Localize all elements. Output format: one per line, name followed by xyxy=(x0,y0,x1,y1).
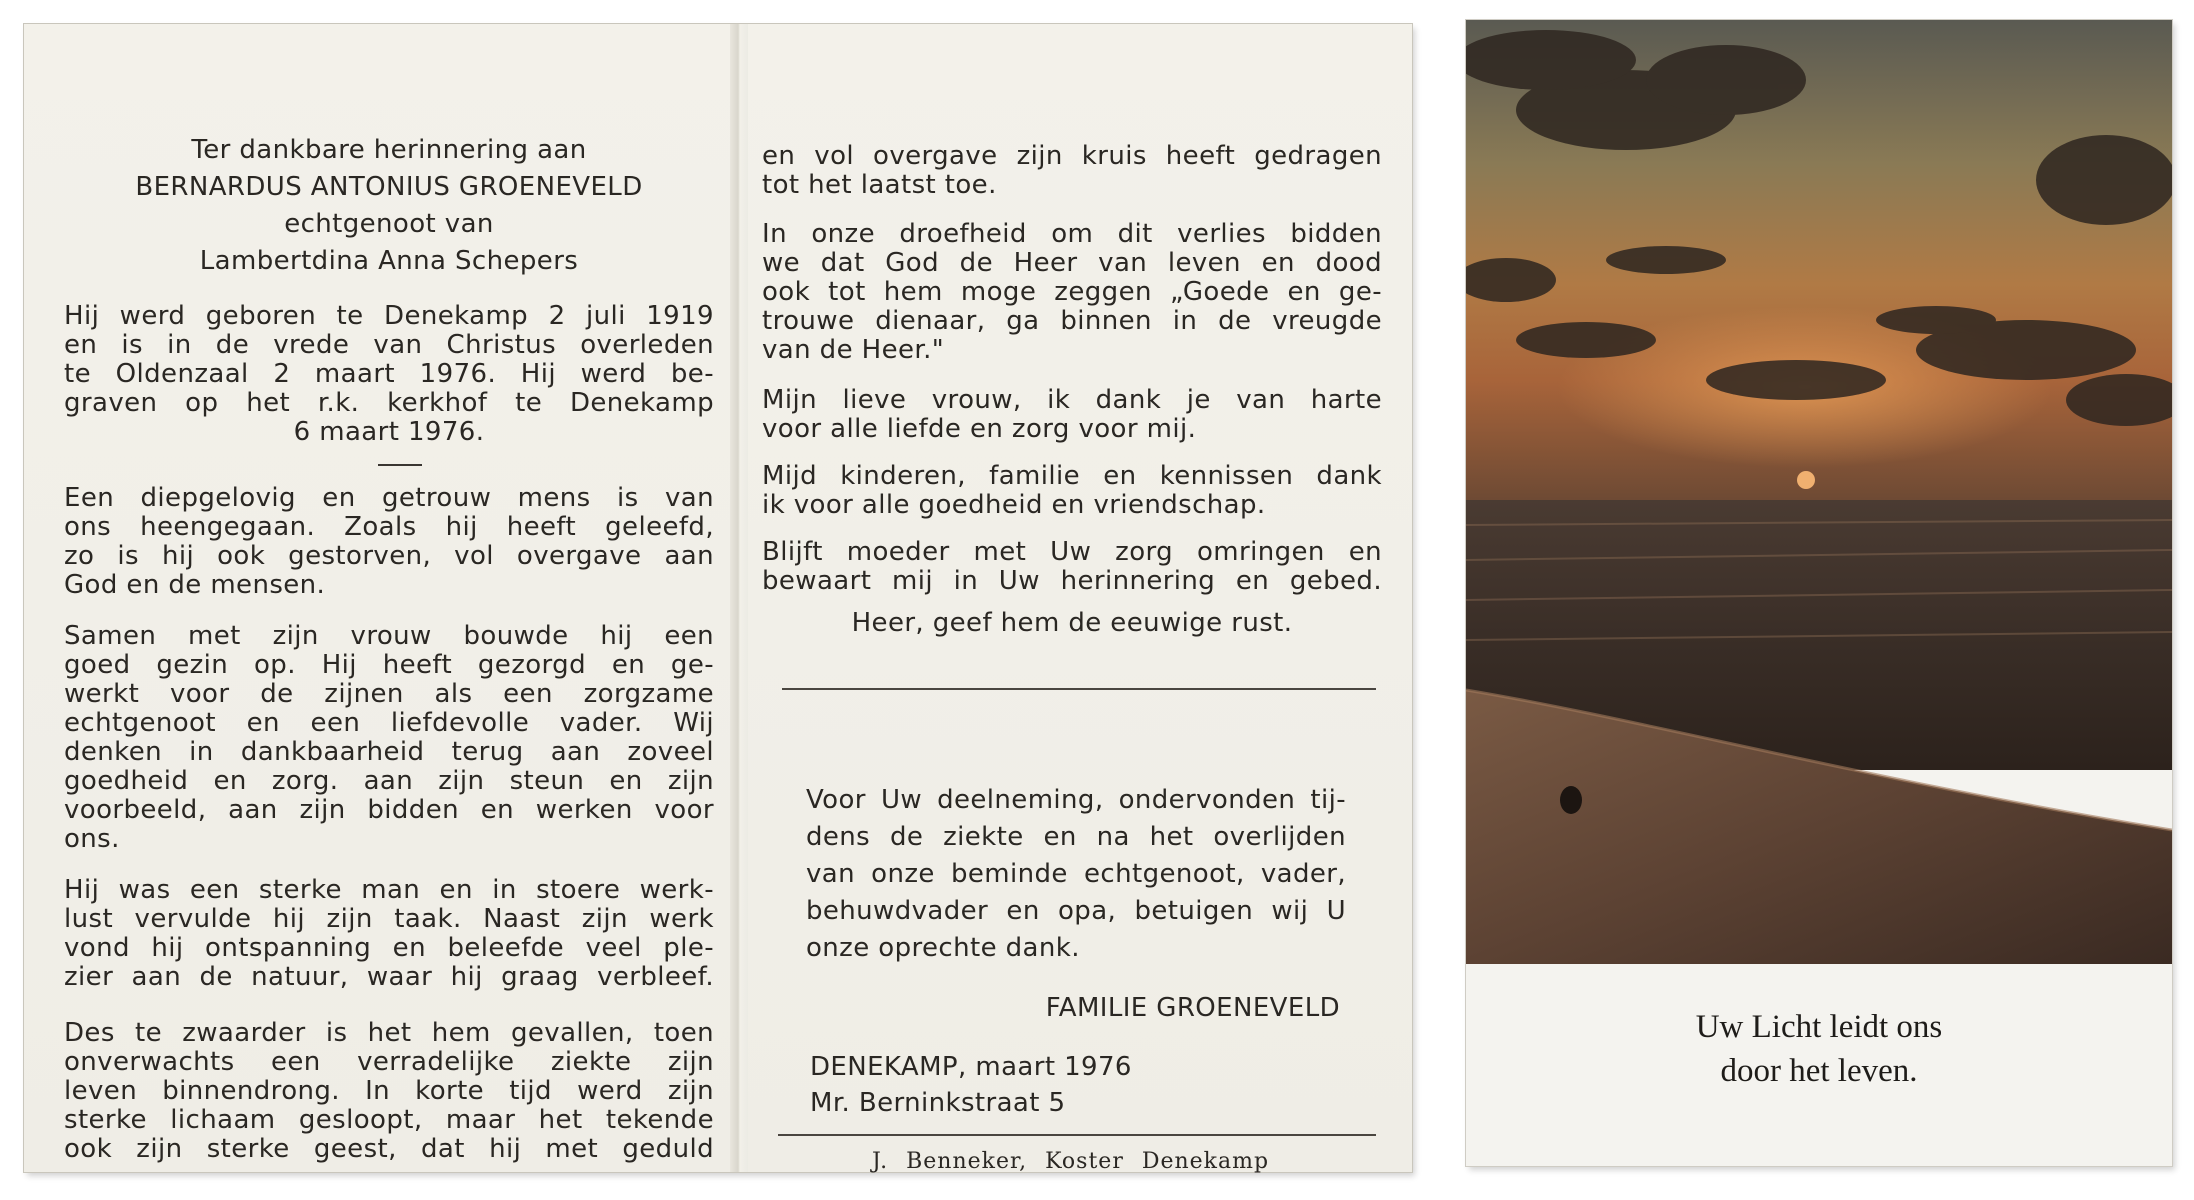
text-line: dens de ziekte en na het overlijden xyxy=(806,822,1346,852)
text-line: trouwe dienaar, ga binnen in de vreugde xyxy=(762,306,1382,336)
closing-prayer: Heer, geef hem de eeuwige rust. xyxy=(851,608,1293,638)
paragraph-children xyxy=(762,462,1382,520)
text-line: In onze droefheid om dit verlies bidden xyxy=(762,219,1382,249)
text-line: Hij was een sterke man en in stoere werk- xyxy=(64,875,714,905)
text-line: werkt voor de zijnen als een zorgzame xyxy=(64,679,714,709)
text-line: Blijft moeder met Uw zorg omringen en xyxy=(762,537,1382,567)
caption-line: door het leven. xyxy=(1720,1053,1918,1089)
text-line: zo is hij ook gestorven, vol overgave aan xyxy=(64,541,714,571)
right-panel xyxy=(762,24,1382,1172)
text-line: ons. xyxy=(64,824,120,854)
text-line: leven binnendrong. In korte tijd werd zijn xyxy=(64,1076,714,1106)
thank-you-note xyxy=(806,782,1346,967)
sunset-sea-photo xyxy=(1466,20,2172,964)
bio-line: Hij werd geboren te Denekamp 2 juli 1919 xyxy=(64,301,714,331)
deceased-name: BERNARDUS ANTONIUS GROENEVELD xyxy=(135,172,643,202)
text-line: Des te zwaarder is het hem gevallen, toen xyxy=(64,1018,714,1048)
paragraph-family xyxy=(64,622,714,854)
divider-rule xyxy=(778,1134,1376,1136)
bio-line: en is in de vrede van Christus overleden xyxy=(64,330,714,360)
bio-line: te Oldenzaal 2 maart 1976. Hij werd be- xyxy=(64,359,714,389)
bio-line: graven op het r.k. kerkhof te Denekamp xyxy=(64,388,714,418)
memorial-card-front xyxy=(1466,20,2172,1166)
text-line: Mijn lieve vrouw, ik dank je van harte xyxy=(762,385,1382,415)
bio-line: 6 maart 1976. xyxy=(293,417,485,447)
text-line: lust vervulde hij zijn taak. Naast zijn werk xyxy=(64,904,714,934)
place-and-address xyxy=(810,1049,1132,1121)
memorial-heading xyxy=(64,132,714,280)
text-line: ik voor alle goedheid en vriendschap. xyxy=(762,490,1266,520)
left-panel xyxy=(64,24,714,1172)
text-line: we dat God de Heer van leven en dood xyxy=(762,248,1382,278)
text-line: voorbeeld, aan zijn bidden en werken voor xyxy=(64,795,714,825)
printer-credit: J. Benneker, Koster Denekamp xyxy=(872,1149,1270,1174)
paragraph-faith xyxy=(64,484,714,600)
text-line: van de Heer." xyxy=(762,335,945,365)
text-line: Een diepgelovig en getrouw mens is van xyxy=(64,483,714,513)
card-fold xyxy=(730,24,748,1172)
paragraph-mother xyxy=(762,538,1382,596)
text-line: denken in dankbaarheid terug aan zoveel xyxy=(64,737,714,767)
heading-intro: Ter dankbare herinnering aan xyxy=(191,135,587,165)
paragraph-work xyxy=(64,876,714,992)
text-line: zier aan de natuur, waar hij graag verbleef. xyxy=(64,962,714,992)
paragraph-prayer xyxy=(762,220,1382,365)
text-line: ook tot hem moge zeggen „Goede en ge- xyxy=(762,277,1382,307)
divider-rule xyxy=(782,688,1376,690)
street-address: Mr. Berninkstraat 5 xyxy=(810,1088,1066,1118)
spouse-name: Lambertdina Anna Schepers xyxy=(199,246,579,276)
paragraph-illness xyxy=(64,1019,714,1164)
text-line: en vol overgave zijn kruis heeft gedragen xyxy=(762,141,1382,171)
text-line: God en de mensen. xyxy=(64,570,326,600)
text-line: echtgenoot en een liefdevolle vader. Wij xyxy=(64,708,714,738)
text-line: goedheid en zorg. aan zijn steun en zijn xyxy=(64,766,714,796)
place-date: DENEKAMP, maart 1976 xyxy=(810,1052,1132,1082)
text-line: behuwdvader en opa, betuigen wij U xyxy=(806,896,1346,926)
memorial-card-inside xyxy=(24,24,1412,1172)
text-line: onverwachts een verradelijke ziekte zijn xyxy=(64,1047,714,1077)
text-line: bewaart mij in Uw herinnering en gebed. xyxy=(762,566,1382,596)
text-line: Voor Uw deelneming, ondervonden tij- xyxy=(806,785,1346,815)
text-line: tot het laatst toe. xyxy=(762,170,997,200)
text-line: goed gezin op. Hij heeft gezorgd en ge- xyxy=(64,650,714,680)
text-line: vond hij ontspanning en beleefde veel ple- xyxy=(64,933,714,963)
photo-caption xyxy=(1466,1005,2172,1093)
text-line: ook zijn sterke geest, dat hij met geduld xyxy=(64,1134,714,1164)
text-line: Mijd kinderen, familie en kennissen dank xyxy=(762,461,1382,491)
text-line: onze oprechte dank. xyxy=(806,933,1080,963)
text-line: sterke lichaam gesloopt, maar het tekende xyxy=(64,1105,714,1135)
caption-line: Uw Licht leidt ons xyxy=(1695,1009,1943,1045)
text-line: voor alle liefde en zorg voor mij. xyxy=(762,414,1197,444)
text-line: ons heengegaan. Zoals hij heeft geleefd, xyxy=(64,512,714,542)
paragraph-wife xyxy=(762,386,1382,444)
separator-dash xyxy=(378,464,422,466)
spouse-label: echtgenoot van xyxy=(284,209,494,239)
text-line: Samen met zijn vrouw bouwde hij een xyxy=(64,621,714,651)
family-signature: FAMILIE GROENEVELD xyxy=(1045,993,1340,1023)
text-line: van onze beminde echtgenoot, vader, xyxy=(806,859,1346,889)
paragraph-cross xyxy=(762,142,1382,200)
biography xyxy=(64,302,714,447)
